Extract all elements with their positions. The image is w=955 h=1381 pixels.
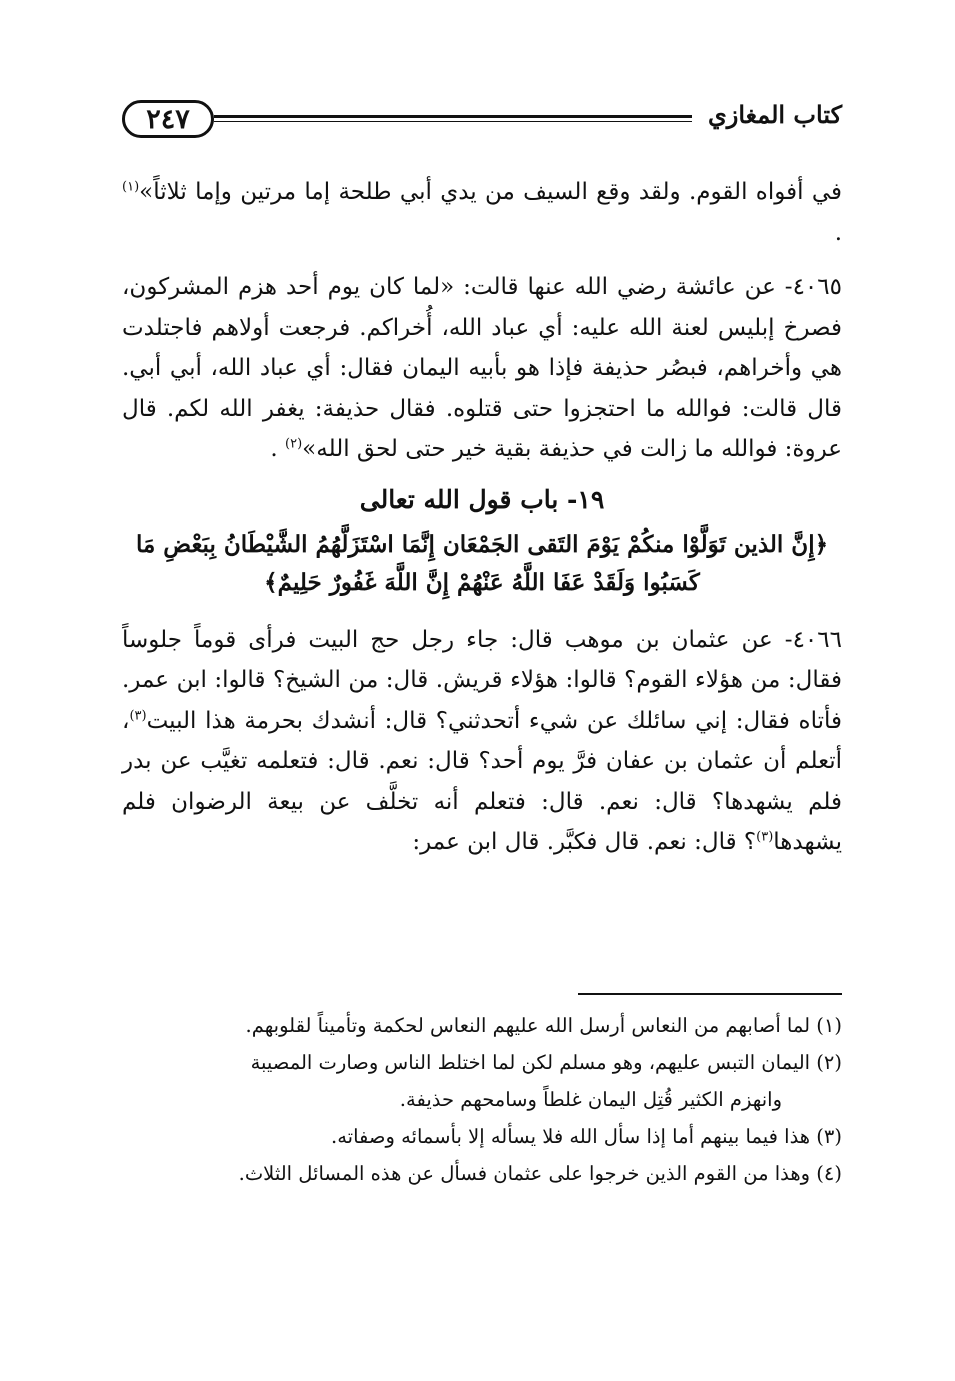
header-rule-thin bbox=[214, 121, 692, 122]
book-title: كتاب المغازي bbox=[707, 100, 842, 129]
footnote-ref: (٣) bbox=[756, 829, 774, 845]
footnote-1: (١) لما أصابهم من النعاس أرسل الله عليهم النعاس لحكمة وتأميناً لقلوبهم. bbox=[245, 1014, 842, 1037]
hadith-text: ٤٠٦٥- عن عائشة رضي الله عنها قالت: «لما كان يوم أحد هزم المشركون، فصرخ إبليس لعنة الله عليه: أي عباد الله، أُخراكم. فرجعت أولاهم فاجتلدت هي وأخراهم، فبصُر حذيفة فإذا هو بأبيه اليمان فقال: أي عباد الله، أبي أبي. قال قالت: فوالله ما احتجزوا حتى قتلوه. فقال حذيفة: يغفر الله لكم. قال عروة: فوالله ما زالت في حذيفة بقية خير حتى لحق الله» bbox=[122, 274, 842, 462]
footnote-ref: (٣) bbox=[129, 707, 147, 723]
header-rule bbox=[214, 115, 692, 118]
footnote-ref: (٢) bbox=[285, 436, 303, 452]
footnote-4: (٤) وهذا من القوم الذين خرجوا على عثمان فسأل عن هذه المسائل الثلاث. bbox=[238, 1162, 842, 1185]
hadith-text-part1: ٤٠٦٦- عن عثمان بن موهب قال: جاء رجل حج البيت فرأى قوماً جلوساً فقال: من هؤلاء القوم؟ قالوا: هؤلاء قريش. قال: من الشيخ؟ قالوا: ابن عمر. فأتاه فقال: إني سائلك عن شيء أتحدثني؟ قال: أنشدك بحرمة هذا البيت bbox=[122, 626, 842, 734]
paragraph-text: في أفواه القوم. ولقد وقع السيف من يدي أبي طلحة إما مرتين وإما ثلاثاً» bbox=[139, 179, 842, 205]
page-header bbox=[122, 96, 842, 142]
paragraph-continuation: في أفواه القوم. ولقد وقع السيف من يدي أبي طلحة إما مرتين وإما ثلاثاً»$^{(١)}$ . bbox=[122, 179, 842, 246]
footnotes bbox=[122, 1007, 842, 1192]
page-number: ٢٤٧ bbox=[122, 100, 214, 138]
hadith-text-part3: ؟ قال: نعم. قال فكبَّر. قال ابن عمر: bbox=[412, 829, 757, 855]
quran-verse: ﴿إِنَّ الذين تَوَلَّوْا منكُمْ يَوْمَ التَقى الجَمْعَان إِنَّمَا اسْتَزَلَّهُمُ الشَّيْطَانُ بِبَعْضِ مَا كَسَبُوا وَلَقَدْ عَفَا اللَّهُ عَنْهُمْ إِنَّ اللَّهَ غَفُورٌ حَلِيمٌ﴾ bbox=[135, 530, 829, 596]
hadith-4066 bbox=[122, 620, 842, 863]
main-text bbox=[122, 172, 842, 863]
footnote-2: (٢) اليمان التبس عليهم، وهو مسلم لكن لما اختلط الناس وصارت المصيبة bbox=[250, 1051, 842, 1074]
hadith-text-part2: ، أتعلم أن عثمان بن عفان فرَّ يوم أحد؟ قال: نعم. قال: فتعلمه تغيَّب عن بدر فلم يشهدها؟ قال: نعم. قال: فتعلم أنه تخلَّف عن بيعة الرضوان فلم يشهدها bbox=[122, 707, 842, 855]
footnote-3: (٣) هذا فيما بينهم أما إذا سأل الله فلا يسأله إلا بأسمائه وصفاته. bbox=[331, 1125, 842, 1148]
chapter-heading: ١٩- باب قول الله تعالى bbox=[359, 484, 605, 514]
footnote-separator bbox=[578, 993, 842, 995]
footnote-ref: (١) bbox=[122, 179, 140, 195]
footnote-2-continuation: وانهزم الكثير قُتِل اليمان غلطاً وسامحهم حذيفة. bbox=[399, 1088, 782, 1111]
hadith-4065: ٤٠٦٥- عن عائشة رضي الله عنها قالت: «لما كان يوم أحد هزم المشركون، فصرخ إبليس لعنة الله عليه: أي عباد الله، أُخراكم. فرجعت أولاهم فاجتلدت هي وأخراهم، فبصُر حذيفة فإذا هو بأبيه اليمان فقال: أي عباد الله، أبي أبي. قال قالت: فوالله ما احتجزوا حتى قتلوه. فقال حذيفة: يغفر الله لكم. قال عروة: فوالله ما زالت في حذيفة بقية خير حتى لحق الله»$^{(٢)}$ . bbox=[122, 274, 842, 462]
